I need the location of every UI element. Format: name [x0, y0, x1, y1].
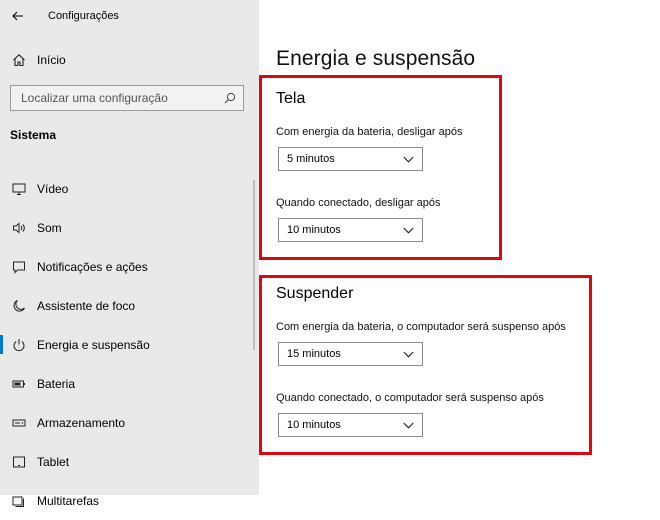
- monitor-icon: [11, 181, 27, 197]
- nav-item-label: Assistente de foco: [37, 298, 136, 313]
- nav-item-video[interactable]: [0, 169, 259, 208]
- nav-item-label: Energia e suspensão: [37, 337, 150, 352]
- home-icon: [11, 52, 27, 68]
- nav-home[interactable]: [0, 46, 259, 74]
- nav-item-tablet[interactable]: [0, 442, 259, 481]
- nav-item-notifications[interactable]: [0, 247, 259, 286]
- section-heading: Sistema: [10, 128, 57, 142]
- sidebar: [0, 0, 259, 508]
- nav-item-label: Bateria: [37, 376, 76, 391]
- sleep-plugged-value: 10 minutos: [287, 419, 341, 431]
- nav-item-battery[interactable]: [0, 364, 259, 403]
- sleep-highlight-box: [259, 275, 592, 455]
- notification-icon: [11, 259, 27, 275]
- battery-icon: [11, 376, 27, 392]
- search-box[interactable]: [10, 85, 244, 111]
- nav-home-label: Início: [37, 53, 66, 67]
- nav-item-multitasking[interactable]: [0, 481, 259, 520]
- nav-item-label: Multitarefas: [37, 493, 100, 508]
- back-arrow-icon: [12, 11, 24, 21]
- sleep-plugged-label: Quando conectado, o computador será suspenso após: [276, 392, 544, 404]
- nav-list: [0, 169, 259, 520]
- screen-plugged-label: Quando conectado, desligar após: [276, 197, 441, 209]
- search-icon[interactable]: [217, 86, 243, 110]
- nav-item-label: Som: [37, 220, 62, 235]
- page-title: Energia e suspensão: [276, 47, 476, 70]
- search-input[interactable]: [11, 90, 213, 106]
- power-icon: [11, 337, 27, 353]
- back-button[interactable]: [0, 0, 36, 32]
- screen-battery-label: Com energia da bateria, desligar após: [276, 126, 463, 138]
- screen-battery-value: 5 minutos: [287, 153, 335, 165]
- nav-item-label: Notificações e ações: [37, 259, 148, 274]
- nav-item-focus-assist[interactable]: [0, 286, 259, 325]
- nav-item-label: Vídeo: [37, 181, 69, 196]
- sidebar-scrollbar[interactable]: [253, 180, 255, 350]
- window-title: Configurações: [48, 10, 119, 22]
- moon-icon: [11, 298, 27, 314]
- nav-item-label: Tablet: [37, 454, 70, 469]
- nav-item-power-sleep[interactable]: [0, 325, 259, 364]
- multitask-icon: [11, 493, 27, 509]
- nav-item-label: Armazenamento: [37, 415, 126, 430]
- speaker-icon: [11, 220, 27, 236]
- title-bar: [0, 0, 259, 32]
- screen-group-title: Tela: [276, 90, 306, 107]
- nav-item-storage[interactable]: [0, 403, 259, 442]
- storage-icon: [11, 415, 27, 431]
- screen-plugged-value: 10 minutos: [287, 224, 341, 236]
- sleep-battery-value: 15 minutos: [287, 348, 341, 360]
- nav-item-sound[interactable]: [0, 208, 259, 247]
- sleep-group-title: Suspender: [276, 285, 354, 302]
- screen-highlight-box: [259, 75, 502, 260]
- tablet-icon: [11, 454, 27, 470]
- sleep-battery-label: Com energia da bateria, o computador será suspenso após: [276, 321, 566, 333]
